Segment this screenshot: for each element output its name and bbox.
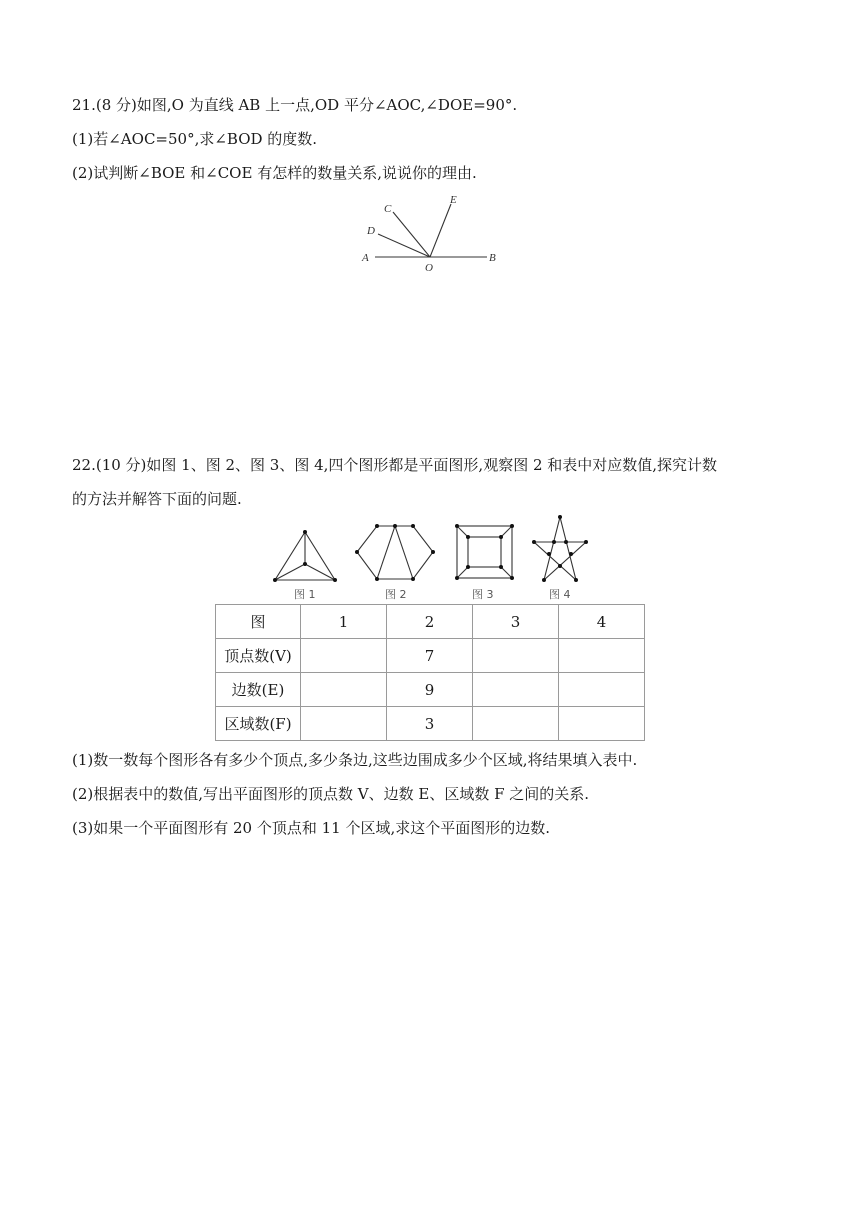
table-cell	[559, 707, 645, 741]
q22-part2: (2)根据表中的数值,写出平面图形的顶点数 V、边数 E、区域数 F 之间的关系.	[72, 785, 590, 803]
table-header-cell: 1	[301, 605, 387, 639]
label-c: C	[384, 203, 392, 215]
table-cell	[301, 673, 387, 707]
ray-od	[378, 234, 430, 257]
table-row-edges	[216, 673, 645, 707]
q22-title-line2: 的方法并解答下面的问题.	[72, 490, 242, 508]
label-e: E	[450, 194, 457, 206]
caption-figure-3: 图 3	[472, 588, 494, 601]
table-cell: 9	[387, 673, 473, 707]
table-cell	[473, 707, 559, 741]
caption-figure-1: 图 1	[294, 588, 316, 601]
table-header-row	[216, 605, 645, 639]
figure-3-squares	[457, 526, 512, 578]
table-cell: 3	[387, 707, 473, 741]
table-row-label: 区域数(F)	[216, 707, 301, 741]
table-header-cell: 3	[473, 605, 559, 639]
table-row-vertices	[216, 639, 645, 673]
figure-4-star	[534, 517, 586, 580]
table-header-cell: 2	[387, 605, 473, 639]
table-row-regions	[216, 707, 645, 741]
table-cell	[301, 639, 387, 673]
q22-title-line1: 22.(10 分)如图 1、图 2、图 3、图 4,四个图形都是平面图形,观察图 2 和表中对应数值,探究计数	[72, 456, 718, 474]
table-cell	[301, 707, 387, 741]
table-row-label: 边数(E)	[216, 673, 301, 707]
q22-part3: (3)如果一个平面图形有 20 个顶点和 11 个区域,求这个平面图形的边数.	[72, 819, 551, 837]
table-cell: 7	[387, 639, 473, 673]
label-b: B	[489, 252, 496, 264]
ray-oe	[430, 204, 451, 257]
table-header-cell: 4	[559, 605, 645, 639]
table-cell	[473, 639, 559, 673]
label-d: D	[367, 225, 375, 237]
q21-title: 21.(8 分)如图,O 为直线 AB 上一点,OD 平分∠AOC,∠DOE=90°.	[72, 96, 518, 114]
q21-part2: (2)试判断∠BOE 和∠COE 有怎样的数量关系,说说你的理由.	[72, 164, 477, 182]
table-cell	[473, 673, 559, 707]
ray-oc	[393, 212, 430, 257]
figure-1-triangle	[275, 532, 335, 580]
figure-2-hexagon	[357, 526, 433, 579]
label-a: A	[362, 252, 369, 264]
q21-angle-figure	[355, 190, 515, 275]
q22-figures	[265, 512, 610, 604]
caption-figure-4: 图 4	[549, 588, 571, 601]
label-o: O	[425, 262, 433, 274]
table-row-label: 顶点数(V)	[216, 639, 301, 673]
q22-count-table	[215, 604, 645, 741]
q22-part1: (1)数一数每个图形各有多少个顶点,多少条边,这些边围成多少个区域,将结果填入表中.	[72, 751, 638, 769]
caption-figure-2: 图 2	[385, 588, 407, 601]
table-header-cell: 图	[216, 605, 301, 639]
table-cell	[559, 673, 645, 707]
table-cell	[559, 639, 645, 673]
q21-part1: (1)若∠AOC=50°,求∠BOD 的度数.	[72, 130, 318, 148]
